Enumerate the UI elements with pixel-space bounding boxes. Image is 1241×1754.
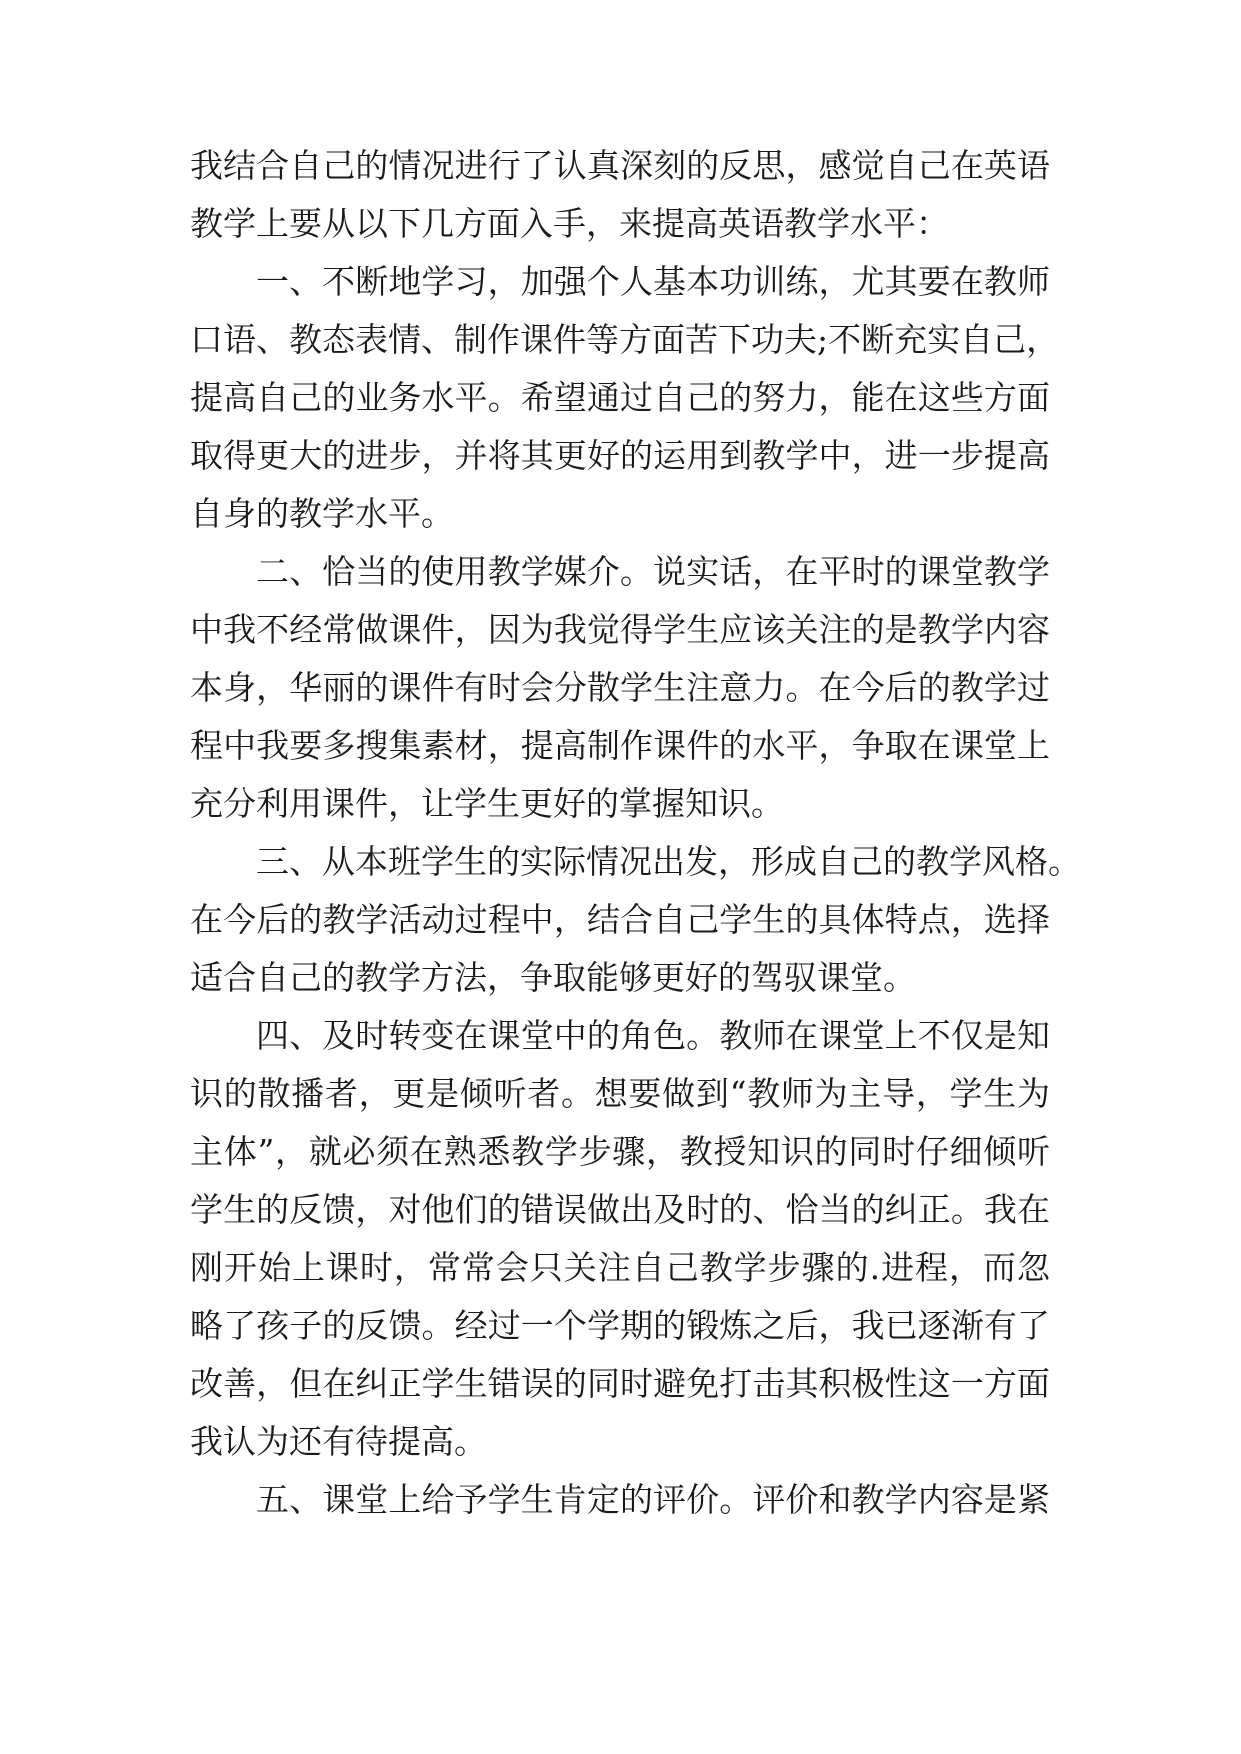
text-line: 中我不经常做课件，因为我觉得学生应该关注的是教学内容	[190, 610, 1050, 649]
paragraph-first-line: 一、不断地学习，加强个人基本功训练，尤其要在教师	[256, 262, 1050, 301]
text-line: 适合自己的教学方法，争取能够更好的驾驭课堂。	[190, 958, 916, 997]
text-line: 本身，华丽的课件有时会分散学生注意力。在今后的教学过	[190, 668, 1050, 707]
text-line: 取得更大的进步，并将其更好的运用到教学中，进一步提高	[190, 436, 1050, 475]
text-line: 在今后的教学活动过程中，结合自己学生的具体特点，选择	[190, 900, 1050, 939]
text-line: 改善，但在纠正学生错误的同时避免打击其积极性这一方面	[190, 1364, 1050, 1403]
text-line: 识的散播者，更是倾听者。想要做到“教师为主导，学生为	[190, 1074, 1050, 1113]
text-line: 自身的教学水平。	[190, 494, 454, 533]
text-line: 充分利用课件，让学生更好的掌握知识。	[190, 784, 784, 823]
text-line: 教学上要从以下几方面入手，来提高英语教学水平：	[190, 204, 949, 243]
text-line: 刚开始上课时，常常会只关注自己教学步骤的.进程，而忽	[190, 1248, 1050, 1287]
paragraph-first-line: 三、从本班学生的实际情况出发，形成自己的教学风格。	[256, 842, 1081, 881]
paragraph-first-line: 四、及时转变在课堂中的角色。教师在课堂上不仅是知	[256, 1016, 1050, 1055]
text-line: 学生的反馈，对他们的错误做出及时的、恰当的纠正。我在	[190, 1190, 1050, 1229]
text-line: 我认为还有待提高。	[190, 1422, 487, 1461]
text-line: 提高自己的业务水平。希望通过自己的努力，能在这些方面	[190, 378, 1050, 417]
text-line: 略了孩子的反馈。经过一个学期的锻炼之后，我已逐渐有了	[190, 1306, 1050, 1345]
text-line: 程中我要多搜集素材，提高制作课件的水平，争取在课堂上	[190, 726, 1050, 765]
text-line: 我结合自己的情况进行了认真深刻的反思，感觉自己在英语	[190, 146, 1050, 185]
paragraph-first-line: 二、恰当的使用教学媒介。说实话，在平时的课堂教学	[256, 552, 1050, 591]
text-line: 口语、教态表情、制作课件等方面苦下功夫;不断充实自己，	[190, 320, 1060, 359]
paragraph-first-line: 五、课堂上给予学生肯定的评价。评价和教学内容是紧	[256, 1480, 1050, 1519]
text-line: 主体”，就必须在熟悉教学步骤，教授知识的同时仔细倾听	[190, 1132, 1050, 1171]
